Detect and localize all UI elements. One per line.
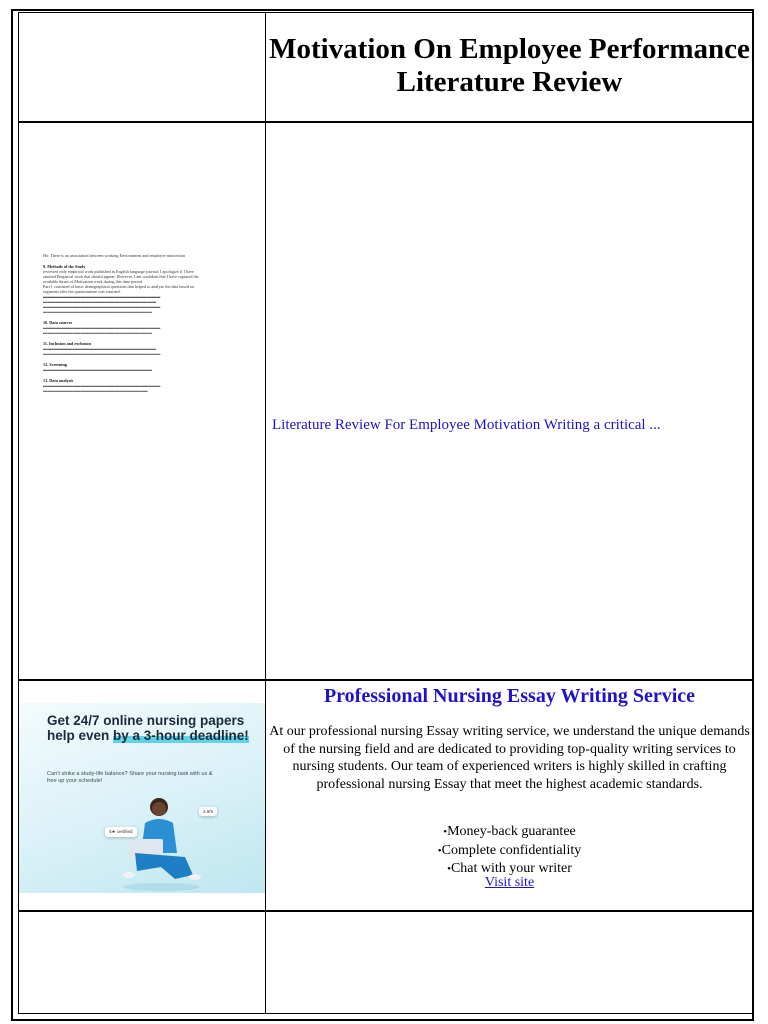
doc-filler: ▬▬▬▬▬▬▬▬▬▬▬▬▬▬▬▬▬▬▬▬▬▬▬▬▬▬▬ <box>43 346 157 351</box>
ad-banner-headline-text: Get 24/7 online nursing papers help even <box>47 713 245 743</box>
ad-description: At our professional nursing Essay writing service, we understand the unique demands of the nursing field and are dedicated to providing top-quality writing services to nursing students. Our team of experienced writers is highly skilled in crafting professional nursing Essay that meet the highest academic standards. <box>269 724 750 792</box>
doc-filler: ▬▬▬▬▬▬▬▬▬▬▬▬▬▬▬▬▬▬▬▬▬▬▬▬▬ <box>43 388 148 393</box>
document-preview-image[interactable] <box>43 253 263 673</box>
doc-heading: 9. Methods of the Study <box>43 264 86 269</box>
ad-banner-subtext: Can't strike a study-life balance? Share your nursing task with us & free up your schedule! <box>47 771 213 784</box>
doc-line: reviewed only empirical work published in English language journal; I apologize if I have <box>43 269 194 274</box>
ad-text-cell <box>265 680 754 911</box>
link-cell <box>265 122 754 680</box>
empty-cell-top-left <box>18 12 266 122</box>
document-preview-cell <box>18 122 266 680</box>
ad-banner-headline <box>47 713 257 743</box>
doc-line: segments after the questionnaire was returned. <box>43 289 121 294</box>
doc-filler: ▬▬▬▬▬▬▬▬▬▬▬▬▬▬▬▬▬▬▬▬▬▬▬▬▬▬▬▬ <box>43 304 161 309</box>
ad-banner-headline-highlight: by a 3-hour deadline! <box>113 728 249 743</box>
page-title: Motivation On Employee Performance Literature Review <box>269 33 750 98</box>
literature-review-link[interactable]: Literature Review For Employee Motivation Writing a critical ... <box>272 417 661 433</box>
rating-badge: 4.9/5 <box>199 807 217 816</box>
feature-money-back: • Money-back guarantee <box>266 823 753 842</box>
feature-chat-writer: • Chat with your writer <box>266 860 753 879</box>
nurse-illustration <box>115 791 201 891</box>
doc-filler: ▬▬▬▬▬▬▬▬▬▬▬▬▬▬▬▬▬▬▬▬▬▬▬▬▬▬▬▬ <box>43 325 161 330</box>
doc-heading: 10. Data sources <box>43 320 73 325</box>
doc-filler: ▬▬▬▬▬▬▬▬▬▬▬▬▬▬▬▬▬▬▬▬▬▬▬▬▬▬▬▬ <box>43 383 161 388</box>
doc-filler: ▬▬▬▬▬▬▬▬▬▬▬▬▬▬▬▬▬▬▬▬▬▬▬▬▬▬ <box>43 330 152 335</box>
doc-heading: 12. Screening <box>43 362 67 367</box>
doc-filler: ▬▬▬▬▬▬▬▬▬▬▬▬▬▬▬▬▬▬▬▬▬▬▬▬▬▬▬▬ <box>43 294 161 299</box>
doc-filler: ▬▬▬▬▬▬▬▬▬▬▬▬▬▬▬▬▬▬▬▬▬▬▬▬▬▬ <box>43 309 152 314</box>
empty-cell-bottom-left <box>18 911 266 1014</box>
doc-line: available thrust of Motivation work during this time period. <box>43 279 143 284</box>
feature-confidentiality: • Complete confidentiality <box>266 842 753 861</box>
title-cell <box>265 12 754 122</box>
doc-filler: ▬▬▬▬▬▬▬▬▬▬▬▬▬▬▬▬▬▬▬▬▬▬▬▬▬▬▬ <box>43 299 157 304</box>
nursing-ad-banner[interactable] <box>19 703 265 893</box>
doc-line: omitted Empirical work that should appear. However, I am confident that I have captured the <box>43 274 199 279</box>
certified-badge: 5★ certified <box>105 827 137 837</box>
doc-filler: ▬▬▬▬▬▬▬▬▬▬▬▬▬▬▬▬▬▬▬▬▬▬▬▬▬▬▬▬ <box>43 351 161 356</box>
doc-line: Part 1 consisted of basic demographical questions that helped to analyze the data based on <box>43 284 195 289</box>
doc-filler: ▬▬▬▬▬▬▬▬▬▬▬▬▬▬▬▬▬▬▬▬▬▬▬▬▬▬ <box>43 367 152 372</box>
ad-feature-list <box>266 823 753 879</box>
doc-heading: 13. Data analysis <box>43 378 74 383</box>
ad-title[interactable]: Professional Nursing Essay Writing Service <box>323 685 696 707</box>
empty-cell-bottom-right <box>265 911 754 1014</box>
doc-line: Ho: There is an association between working Environment and employee motivation <box>43 253 186 258</box>
doc-heading: 11. Inclusion and exclusion <box>43 341 91 346</box>
visit-site-link[interactable]: Visit site <box>484 875 535 890</box>
ad-image-cell <box>18 680 266 911</box>
